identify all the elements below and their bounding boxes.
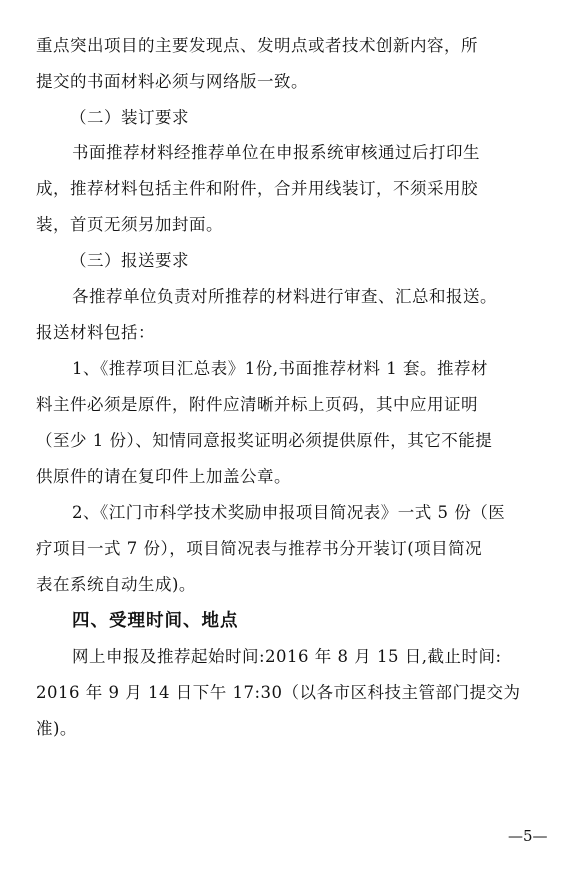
paragraph-line: 各推荐单位负责对所推荐的材料进行审查、汇总和报送。 <box>72 287 497 306</box>
list-item-line: 2、《江门市科学技术奖励申报项目简况表》一式 5 份（医 <box>72 503 506 522</box>
paragraph-line: 准)。 <box>36 719 77 738</box>
paragraph-line: 重点突出项目的主要发现点、发明点或者技术创新内容，所 <box>36 36 478 55</box>
list-item-line: 供原件的请在复印件上加盖公章。 <box>36 467 291 486</box>
page-number: —5— <box>508 827 548 845</box>
list-item-line: 1、《推荐项目汇总表》1份,书面推荐材料 1 套。推荐材 <box>72 359 488 378</box>
list-item-line: 表在系统自动生成)。 <box>36 575 196 594</box>
paragraph-line: 报送材料包括： <box>36 323 155 342</box>
paragraph-line: 装，首页无须另加封面。 <box>36 215 223 234</box>
list-item-line: 料主件必须是原件，附件应清晰并标上页码，其中应用证明 <box>36 395 478 414</box>
section-heading: 四、受理时间、地点 <box>72 611 239 631</box>
section-subheading: （三）报送要求 <box>70 251 189 270</box>
paragraph-line: 成，推荐材料包括主件和附件，合并用线装订，不须采用胶 <box>36 179 478 198</box>
paragraph-line: 书面推荐材料经推荐单位在申报系统审核通过后打印生 <box>72 143 480 162</box>
list-item-line: 疗项目一式 7 份），项目简况表与推荐书分开装订(项目简况 <box>36 539 483 558</box>
section-subheading: （二）装订要求 <box>70 108 189 127</box>
paragraph-line: 提交的书面材料必须与网络版一致。 <box>36 72 308 91</box>
paragraph-line: 2016 年 9 月 14 日下午 17:30（以各市区科技主管部门提交为 <box>36 683 521 702</box>
list-item-line: （至少 1 份）、知情同意报奖证明必须提供原件，其它不能提 <box>36 431 493 450</box>
paragraph-line: 网上申报及推荐起始时间:2016 年 8 月 15 日,截止时间: <box>72 647 502 666</box>
